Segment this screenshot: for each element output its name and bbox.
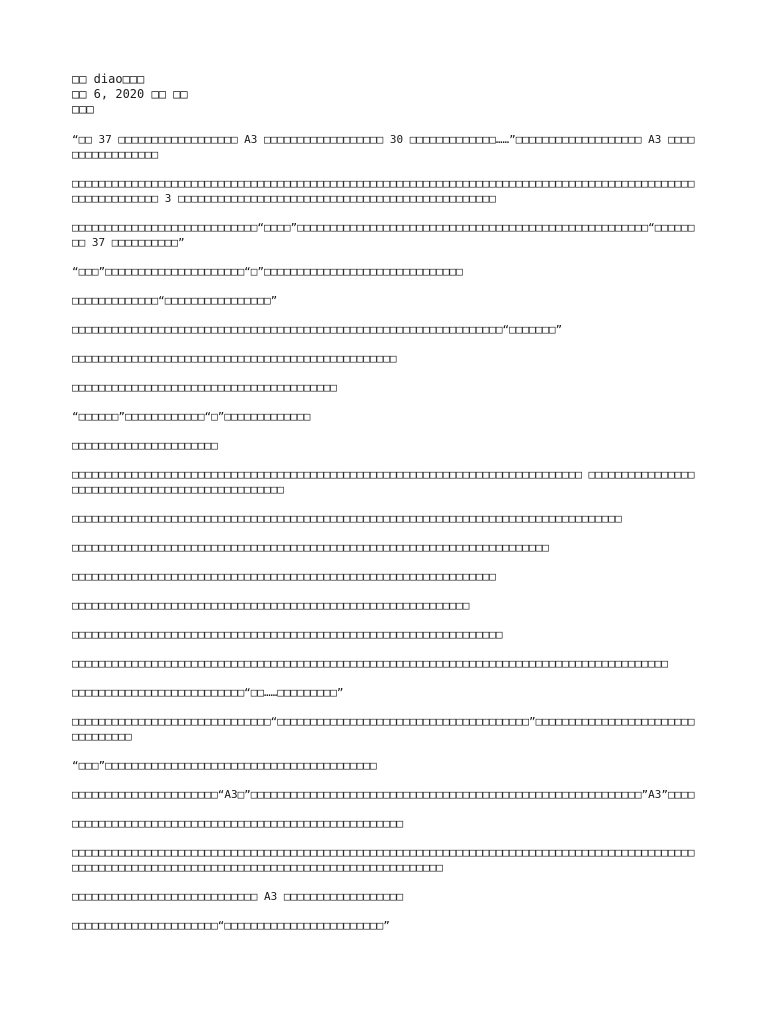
paragraph: “□□□”□□□□□□□□□□□□□□□□□□□□□□□□□□□□□□□□□□□□□□□□□ xyxy=(72,759,377,772)
date-line: □□ 6, 2020 □□ □□ xyxy=(72,87,188,101)
paragraph: □□□□□□□□□□□□□□□□□□□□□□□□□□□□□□□□□□□□□□□□□□□□□□□□□□□□□□□□□□□□□□□□□“□□□□□□□” xyxy=(72,323,563,336)
paragraph: □□□□□□□□□□□□□“□□□□□□□□□□□□□□□□” xyxy=(72,294,278,307)
paragraph: □□□□□□□□□□□□□□□□□□□□□□□□□□□□□□□□□□□□□□□□□□□□□□□□□□□□□□□□□□□□□□□□□□□□□□□□□□□□□□□□□□□ xyxy=(72,512,622,525)
paragraph: “□□□□□□”□□□□□□□□□□□□“□”□□□□□□□□□□□□□ xyxy=(72,410,311,423)
paragraph: □□□□□□□□□□□□□□□□□□□□□□□□□□□□□□□□□□□□□□□□□□□□□□□□□□□□□□□□□□□□□□□□□□□□□□□□□□□□□ □□□□□□□□□□□□□□□□□□□□□□□□□□□□□□□□□□□□□□□□□□□□□□□□ xyxy=(72,468,695,496)
paragraph: □□□□□□□□□□□□□□□□□□□□□□ xyxy=(72,439,218,452)
paragraph: □□□□□□□□□□□□□□□□□□□□□□□□□□□□□□□□□□□□□□□□□□□□□□□□□□□□□□□□□□□□□□□□ xyxy=(72,570,496,583)
paragraph: □□□□□□□□□□□□□□□□□□□□□□□□□□□□□□□□□□□□□□□□□□□□□□□□□□□□□□□□□□□□□□□□□□□□□□□□□□□□□□□□□□□□□□□□□□□□□□□□□□□□□□□□□□□□□□□□□□□□□□□□□□□□□□□□□□□□□□□□□□□□□□□□□□□□□□ xyxy=(72,846,695,874)
paragraph: □□□□□□□□□□□□□□□□□□□□□□□□□□□□□□□□□□□□□□□□□□□□□□□□□□ xyxy=(72,817,404,830)
article-body xyxy=(72,72,698,947)
paragraph: “□□ 37 □□□□□□□□□□□□□□□□□□ A3 □□□□□□□□□□□□□□□□□□ 30 □□□□□□□□□□□□□……”□□□□□□□□□□□□□□□□□□□ A3 □□□□□□□□□□□□□□□□□ xyxy=(72,133,695,161)
paragraph: □□□□□□□□□□□□□□□□□□□□□□□□□□□□□□□□□□□□□□□□□□□□□□□□□□□□□□□□□□□□□□□□□□□□□□□□□□□□□□□□□□□□□□□□□□ xyxy=(72,657,669,670)
category-line: □□□ xyxy=(72,102,94,116)
paragraph: □□□□□□□□□□□□□□□□□□□□□□□□□□□□□□□□□□□□□□□□□□□□□□□□□□□□□□□□□□□□ xyxy=(72,599,470,612)
paragraph: □□□□□□□□□□□□□□□□□□□□□□□□□□□□□□□□□□□□□□□□□□□□□□□□□□□□□□□□□□□□□□□□□□□□□□□□ xyxy=(72,541,549,554)
article-header xyxy=(72,72,698,117)
paragraph: □□□□□□□□□□□□□□□□□□□□□□□□□□□□□□□□□□□□□□□□□□□□□□□□□□□□□□□□□□□□□□□□□□□□□□□□□□□□□□□□□□□□□□□□□□□□□□□□□□□□□□□□□□□ 3 □□□□□□□□□□□□□□□□□□□□□□□□□□□□□□□□□□□□□□□□□□□□□□□□ xyxy=(72,177,695,205)
paragraph: □□□□□□□□□□□□□□□□□□□□□□□□□□“□□……□□□□□□□□□” xyxy=(72,686,344,699)
paragraph: □□□□□□□□□□□□□□□□□□□□□□“A3□”□□□□□□□□□□□□□□□□□□□□□□□□□□□□□□□□□□□□□□□□□□□□□□□□□□□□□□□□□□□”A3”□□□□ xyxy=(72,788,695,801)
paragraph: □□□□□□□□□□□□□□□□□□□□□□□□□□□□□□□□□□□□□□□□□□□□□□□□□□□□□□□□□□□□□□□□□ xyxy=(72,628,503,641)
paragraph: □□□□□□□□□□□□□□□□□□□□□□□□□□□□□□□□□□□□□□□□□□□□□□□□□ xyxy=(72,352,397,365)
paragraph: □□□□□□□□□□□□□□□□□□□□□□□□□□□□ A3 □□□□□□□□□□□□□□□□□□ xyxy=(72,890,404,903)
paragraph: □□□□□□□□□□□□□□□□□□□□□□“□□□□□□□□□□□□□□□□□□□□□□□□” xyxy=(72,919,390,932)
paragraph: □□□□□□□□□□□□□□□□□□□□□□□□□□□□□□“□□□□□□□□□□□□□□□□□□□□□□□□□□□□□□□□□□□□□□”□□□□□□□□□□□□□□□□□□□□□□□□□□□□□□□□□ xyxy=(72,715,695,743)
paragraph: “□□□”□□□□□□□□□□□□□□□□□□□□□“□”□□□□□□□□□□□□□□□□□□□□□□□□□□□□□□ xyxy=(72,265,463,278)
paragraph: □□□□□□□□□□□□□□□□□□□□□□□□□□□□“□□□□”□□□□□□□□□□□□□□□□□□□□□□□□□□□□□□□□□□□□□□□□□□□□□□□□□□□□□“□□□□□□□□ 37 □□□□□□□□□□” xyxy=(72,221,695,249)
paragraph: □□□□□□□□□□□□□□□□□□□□□□□□□□□□□□□□□□□□□□□□ xyxy=(72,381,337,394)
author-line: □□ diao□□□ xyxy=(72,72,145,86)
